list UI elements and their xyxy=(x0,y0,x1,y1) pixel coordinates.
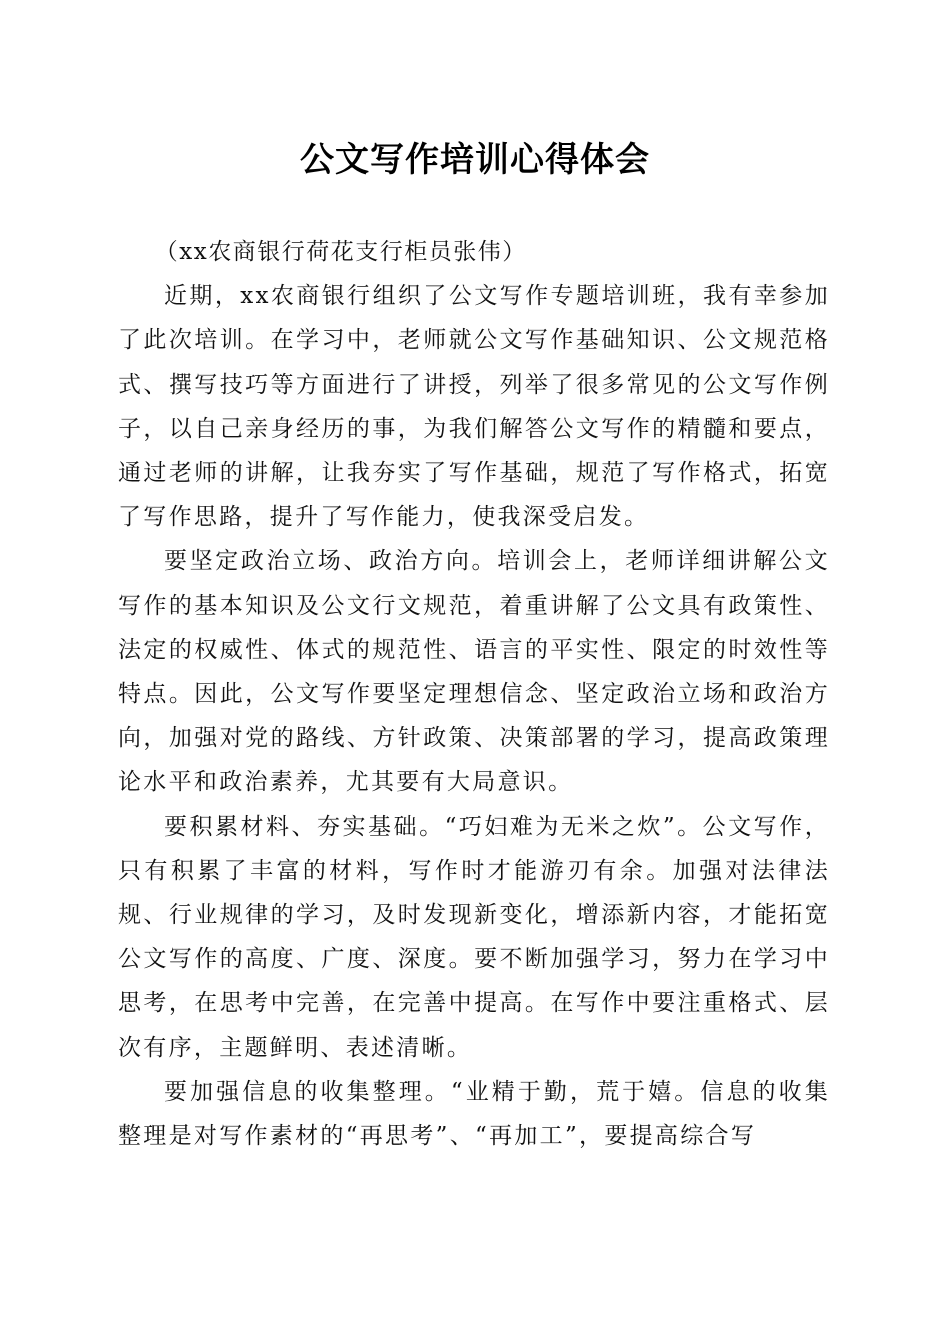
document-title: 公文写作培训心得体会 xyxy=(300,140,650,180)
paragraph: 要加强信息的收集整理。“业精于勤，荒于嬉。信息的收集整理是对写作素材的“再思考”、“再加工”，要提高综合写 xyxy=(118,1078,830,1150)
paragraph: 要坚定政治立场、政治方向。培训会上，老师详细讲解公文写作的基本知识及公文行文规范，着重讲解了公文具有政策性、法定的权威性、体式的规范性、语言的平实性、限定的时效性等特点。因此，公文写作要坚定理想信念、坚定政治立场和政治方向，加强对党的路线、方针政策、决策部署的学习，提高政策理论水平和政治素养，尤其要有大局意识。 xyxy=(118,548,830,796)
paragraph: 近期，xx农商银行组织了公文写作专题培训班，我有幸参加了此次培训。在学习中，老师就公文写作基础知识、公文规范格式、撰写技巧等方面进行了讲授，列举了很多常见的公文写作例子，以自己亲身经历的事，为我们解答公文写作的精髓和要点，通过老师的讲解，让我夯实了写作基础，规范了写作格式，拓宽了写作思路，提升了写作能力，使我深受启发。 xyxy=(118,283,830,531)
paragraph: 要积累材料、夯实基础。“巧妇难为无米之炊”。公文写作，只有积累了丰富的材料，写作时才能游刃有余。加强对法律法规、行业规律的学习，及时发现新变化，增添新内容，才能拓宽公文写作的高度、广度、深度。要不断加强学习，努力在学习中思考，在思考中完善，在完善中提高。在写作中要注重格式、层次有序，主题鲜明、表述清晰。 xyxy=(118,813,830,1061)
document-body xyxy=(118,230,830,1158)
author-line: （xx农商银行荷花支行柜员张伟） xyxy=(154,239,527,265)
